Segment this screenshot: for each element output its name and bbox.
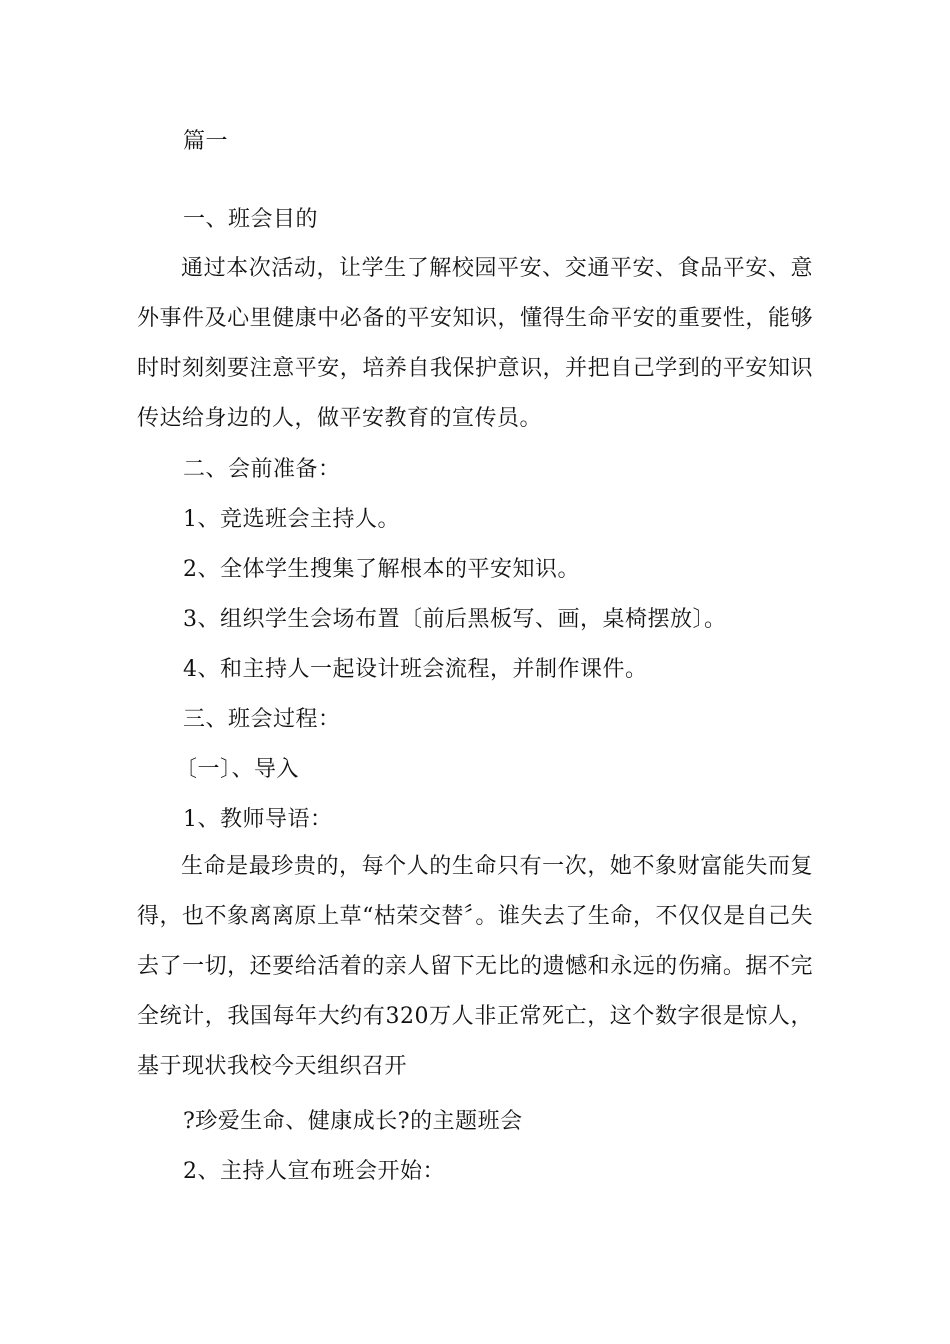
prep-item-1: 1、竞选班会主持人。 [183, 507, 400, 532]
prep-item-3: 3、组织学生会场布置〔前后黑板写、画，桌椅摆放〕。 [183, 607, 727, 632]
prep-heading: 二、会前准备： [183, 457, 341, 482]
process-heading: 三、班会过程： [183, 707, 341, 732]
theme-line: ?珍爱生命、健康成长?的主题班会 [183, 1109, 523, 1134]
document-title: 篇一 [183, 129, 229, 154]
prep-item-4: 4、和主持人一起设计班会流程，并制作课件。 [183, 657, 648, 682]
host-line: 2、主持人宣布班会开始： [183, 1159, 445, 1184]
teacher-paragraph: 生命是最珍贵的，每个人的生命只有一次，她不象财富能失而复得，也不象离离原上草“枯荣交替〞。谁失去了生命，不仅仅是自己失去了一切，还要给活着的亲人留下无比的遗憾和永远的伤痛。据不完全统计，我国每年大约有320万人非正常死亡，这个数字很是惊人，基于现状我校今天组织召开 [137, 854, 813, 1079]
prep-item-2: 2、全体学生搜集了解根本的平安知识。 [183, 557, 580, 582]
intro-heading: 〔一〕、导入 [175, 757, 300, 782]
purpose-heading: 一、班会目的 [183, 207, 319, 232]
teacher-heading: 1、教师导语： [183, 807, 333, 832]
purpose-paragraph: 通过本次活动，让学生了解校园平安、交通平安、食品平安、意外事件及心里健康中必备的平安知识，懂得生命平安的重要性，能够时时刻刻要注意平安，培养自我保护意识，并把自己学到的平安知识传达给身边的人，做平安教育的宣传员。 [137, 256, 813, 431]
